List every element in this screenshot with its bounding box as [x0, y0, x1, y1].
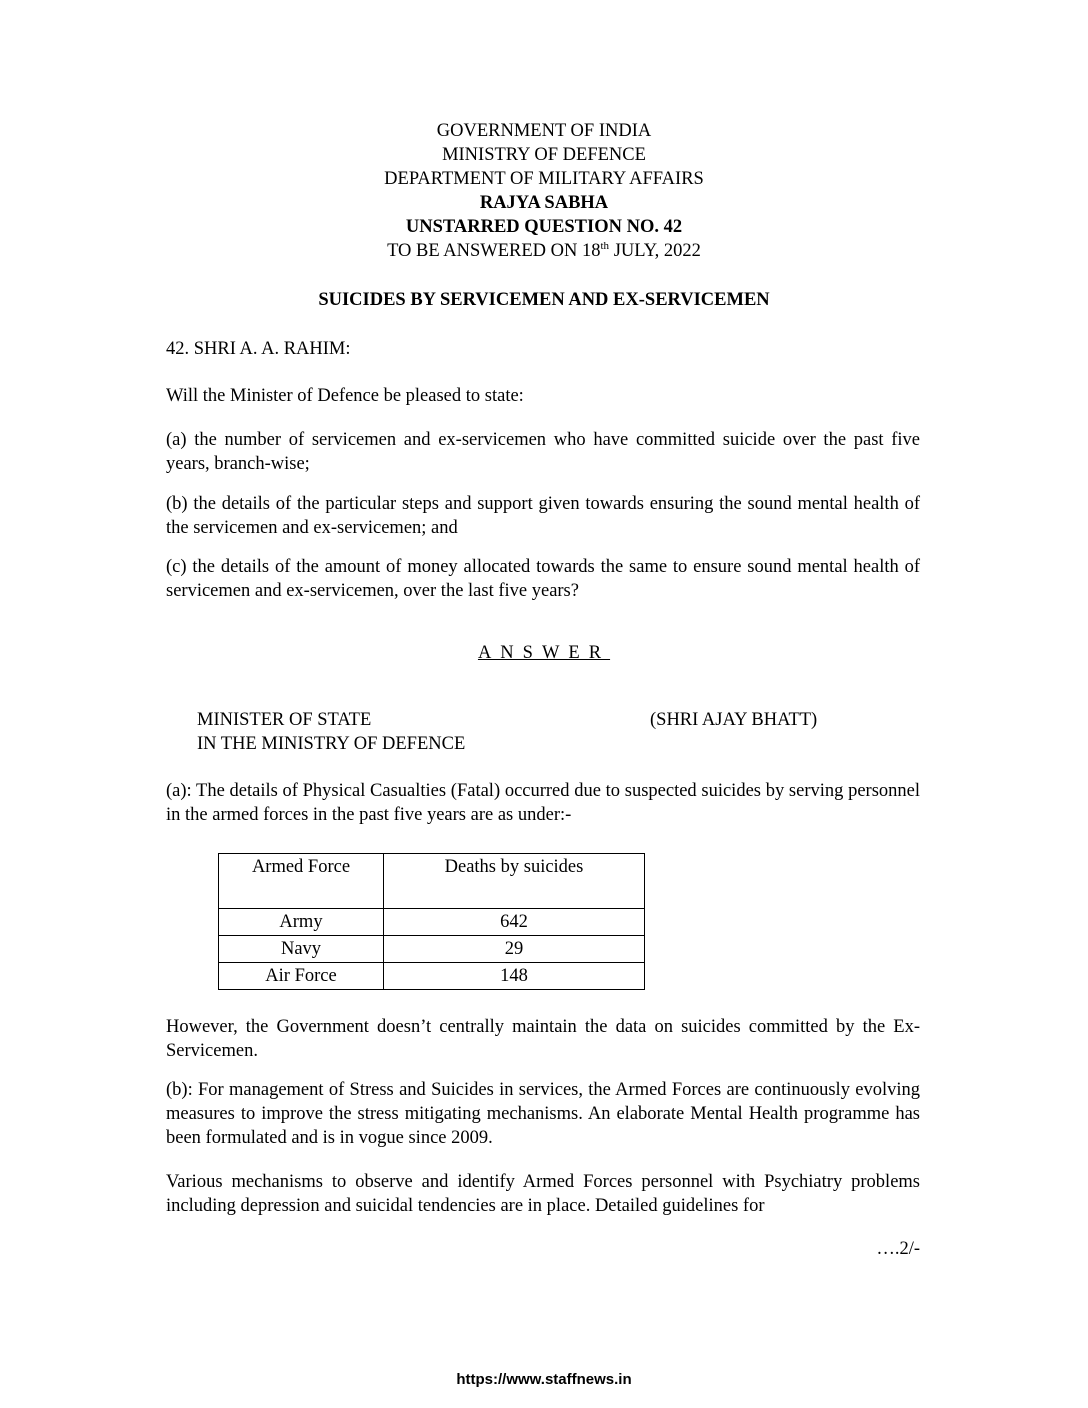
answer-a: (a): The details of Physical Casualties (Fatal) occurred due to suspected suicides by serving personnel in the armed forces in the past five years are as under:-: [166, 781, 920, 825]
header-ministry: MINISTRY OF DEFENCE: [442, 145, 646, 165]
minister-title: [197, 708, 465, 756]
answer-b: (b): For management of Stress and Suicides in services, the Armed Forces are continuously evolving measures to improve the stress mitigating mechanisms. An elaborate Mental Health programme has been formulated and is in vogue since 2009.: [166, 1080, 920, 1148]
header-answer-date: [0, 239, 1088, 263]
minister-name: (SHRI AJAY BHATT): [650, 710, 818, 730]
question-b: (b) the details of the particular steps and support given towards ensuring the sound mental health of the servicemen and ex-servicemen; and: [166, 494, 920, 538]
minister-line1: MINISTER OF STATE: [197, 710, 372, 730]
question-title: SUICIDES BY SERVICEMEN AND EX-SERVICEMEN: [318, 290, 770, 310]
table-header-armed-force: Armed Force: [219, 854, 384, 909]
header-house: RAJYA SABHA: [479, 193, 609, 213]
table-header-row: [219, 854, 645, 909]
header-government: GOVERNMENT OF INDIA: [436, 121, 652, 141]
answer-heading: ANSWER: [477, 643, 611, 663]
table-cell-force: Navy: [219, 936, 384, 963]
table-cell-deaths: 642: [384, 909, 645, 936]
table-row: [219, 963, 645, 990]
date-suffix: JULY, 2022: [609, 241, 701, 261]
table-header-deaths: Deaths by suicides: [384, 854, 645, 909]
continuation-marker: ….2/-: [876, 1239, 920, 1259]
question-c: (c) the details of the amount of money allocated towards the same to ensure sound mental health of servicemen and ex-servicemen, over the last five years?: [166, 557, 920, 601]
table-row: [219, 909, 645, 936]
suicides-table: [218, 853, 645, 990]
table-cell-deaths: 148: [384, 963, 645, 990]
minister-line2: IN THE MINISTRY OF DEFENCE: [197, 734, 466, 754]
however-paragraph: However, the Government doesn’t centrally maintain the data on suicides committed by the Ex-Servicemen.: [166, 1017, 920, 1061]
various-paragraph: Various mechanisms to observe and identify Armed Forces personnel with Psychiatry problems including depression and suicidal tendencies are in place. Detailed guidelines for: [166, 1172, 920, 1216]
table-row: [219, 936, 645, 963]
document-header: [0, 119, 1088, 263]
table-cell-force: Air Force: [219, 963, 384, 990]
question-intro: Will the Minister of Defence be pleased to state:: [166, 386, 524, 406]
date-sup: th: [600, 239, 610, 252]
questioner: 42. SHRI A. A. RAHIM:: [166, 339, 351, 359]
question-a: (a) the number of servicemen and ex-servicemen who have committed suicide over the past five years, branch-wise;: [166, 430, 920, 474]
table-cell-force: Army: [219, 909, 384, 936]
header-question-number: UNSTARRED QUESTION NO. 42: [405, 217, 683, 237]
footer-url[interactable]: https://www.staffnews.in: [456, 1371, 632, 1388]
header-department: DEPARTMENT OF MILITARY AFFAIRS: [384, 169, 704, 189]
date-prefix: TO BE ANSWERED ON 18: [387, 241, 601, 261]
table-cell-deaths: 29: [384, 936, 645, 963]
